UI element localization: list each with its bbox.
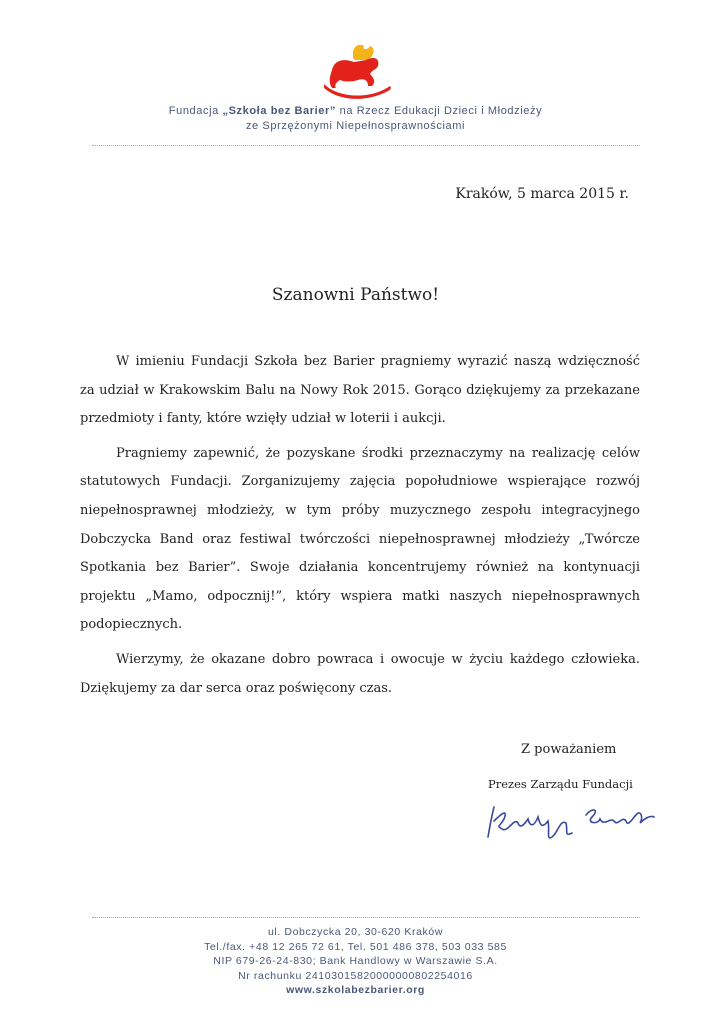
- footer-phones: Tel./fax. +48 12 265 72 61, Tel. 501 486 378, 503 033 585: [204, 940, 507, 953]
- org-name: „Szkoła bez Barier”: [222, 105, 336, 117]
- header-divider: [92, 145, 640, 146]
- letter-date: Kraków, 5 marca 2015 r.: [455, 186, 629, 202]
- paragraph-1: W imieniu Fundacji Szkoła bez Barier pragniemy wyrazić naszą wdzięczność za udział w Krakowskim Balu na Nowy Rok 2015. Gorąco dziękujemy za przekazane przedmioty i fanty, które wzięły udział w loterii i aukcji.: [80, 354, 640, 427]
- rocking-horse-icon: [318, 40, 398, 102]
- footer-account: Nr rachunku 24103015820000000802254016: [238, 969, 473, 982]
- salutation: Szanowni Państwo!: [271, 285, 440, 305]
- footer-divider: [92, 917, 640, 918]
- footer-website[interactable]: www.szkolabezbarier.org: [286, 984, 425, 996]
- handwritten-signature: [474, 797, 674, 845]
- organization-header: [0, 104, 711, 134]
- footer-address: ul. Dobczycka 20, 30-620 Kraków: [267, 926, 443, 938]
- paragraph-2: Pragniemy zapewnić, że pozyskane środki przeznaczymy na realizację celów statutowych Fundacji. Zorganizujemy zajęcia popołudniowe wspierające rozwój niepełnosprawnej młodzieży, w tym próby muzycznego zespołu integracyjnego Dobczycka Band oraz festiwal twórczości niepełnosprawnej młodzieży „Twórcze Spotkania bez Barier”. Swoje działania koncentrujemy również na kontynuacji projektu „Mamo, odpocznij!”, który wspiera matki naszych niepełnosprawnych podopiecznych.: [80, 445, 640, 633]
- org-line-2: ze Sprzężonymi Niepełnosprawnościami: [245, 120, 466, 132]
- letter-body: [80, 348, 640, 709]
- footer: [0, 925, 711, 998]
- footer-nip-bank: NIP 679-26-24-830; Bank Handlowy w Warszawie S.A.: [213, 955, 498, 967]
- paragraph-3: Wierzymy, że okazane dobro powraca i owocuje w życiu każdego człowieka. Dziękujemy za dar serca oraz poświęcony czas.: [80, 651, 640, 696]
- closing: Z poważaniem: [521, 742, 617, 757]
- org-line-1: Fundacja „Szkoła bez Barier” na Rzecz Edukacji Dzieci i Młodzieży: [168, 105, 543, 117]
- signer-role: Prezes Zarządu Fundacji: [488, 777, 633, 791]
